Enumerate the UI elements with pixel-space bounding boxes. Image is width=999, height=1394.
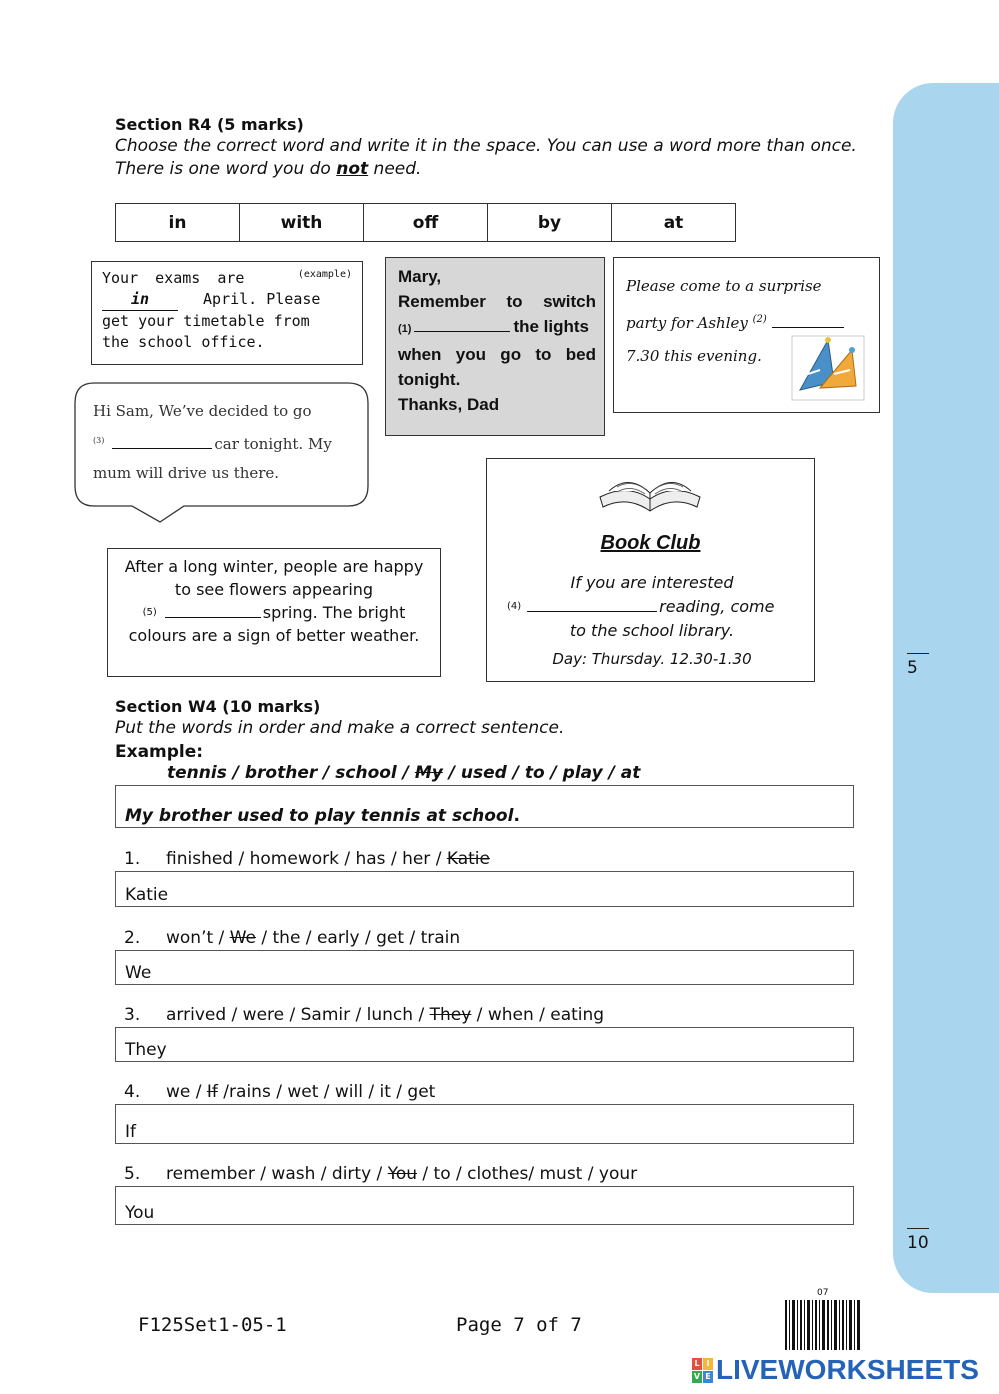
word-bank-item: off (364, 204, 488, 242)
open-book-icon (597, 467, 703, 513)
question-3: 3. arrived / were / Samir / lunch / They / when / eating (124, 1005, 605, 1025)
word-bank-item: in (116, 204, 240, 242)
example-answer-sentence: My brother used to play tennis at school. (125, 806, 520, 826)
liveworksheets-logo-icon: L I V E (692, 1358, 714, 1382)
spring-note: After a long winter, people are happy to see flowers appearing (5) spring. The bright colours are a sign of better weather. (107, 548, 441, 677)
party-note: Please come to a surprise party for Ashley $^{(2)}$ 7.30 this evening. (613, 257, 880, 413)
answer-box-2[interactable] (115, 950, 854, 985)
score-r4: 5 (907, 653, 929, 678)
mary-note: Mary, Remember to switch (1) the lights when you go to bed tonight. Thanks, Dad (385, 257, 605, 436)
answer-blank-1[interactable] (414, 331, 510, 332)
answer-blank-2[interactable] (772, 327, 844, 328)
footer-code: F125Set1-05-1 (138, 1314, 287, 1336)
example-words: tennis / brother / school / My / used / to / play / at (167, 763, 641, 783)
exams-note: Your exams are (example) in April. Please get your timetable from the school office. (91, 261, 363, 365)
margin-sidebar (893, 83, 999, 1293)
question-4: 4. we / If /rains / wet / will / it / get (124, 1082, 436, 1102)
sam-note: Hi Sam, We’ve decided to go $^{(3)}$ car tonight. My mum will drive us there. (93, 402, 332, 482)
example-label: Example: (115, 742, 204, 762)
answer-start-4: If (125, 1122, 136, 1142)
answer-box-1[interactable] (115, 871, 854, 907)
section-w4-title: Section W4 (10 marks) (115, 697, 321, 716)
book-club-title: Book Club (600, 532, 701, 554)
question-1: 1. finished / homework / has / her / Katie (124, 849, 490, 869)
answer-start-5: You (125, 1203, 155, 1223)
book-club-note (486, 458, 815, 682)
answer-box-3[interactable] (115, 1027, 854, 1062)
section-w4-instruction: Put the words in order and make a correct sentence. (115, 718, 565, 738)
answer-box-5[interactable] (115, 1186, 854, 1225)
word-bank-item: with (240, 204, 364, 242)
barcode-number: 07 (817, 1288, 829, 1298)
answer-blank-5[interactable] (165, 617, 261, 618)
party-hats-icon (790, 330, 868, 404)
section-r4-title: Section R4 (5 marks) (115, 115, 304, 134)
score-w4: 10 (907, 1228, 929, 1253)
answer-box-4[interactable] (115, 1104, 854, 1144)
word-bank-item: by (488, 204, 612, 242)
example-answer: in (102, 289, 178, 311)
section-r4-instruction-1: Choose the correct word and write it in the space. You can use a word more than once. (115, 136, 857, 156)
question-2: 2. won’t / We / the / early / get / train (124, 928, 461, 948)
answer-blank-3[interactable] (112, 448, 212, 449)
barcode-icon (785, 1300, 861, 1350)
answer-start-2: We (125, 963, 152, 983)
section-r4-instruction-2: There is one word you do not need. (115, 159, 422, 179)
book-club-body: If you are interested (4) reading, come to the school library. Day: Thursday. 12.30-1.30 (507, 573, 775, 668)
question-5: 5. remember / wash / dirty / You / to / clothes/ must / your (124, 1164, 638, 1184)
emphasis-not: not (336, 159, 369, 179)
answer-start-1: Katie (125, 885, 169, 905)
footer-page: Page 7 of 7 (456, 1314, 582, 1336)
answer-blank-4[interactable] (527, 611, 657, 612)
word-bank (115, 203, 736, 242)
word-bank-item: at (612, 204, 736, 242)
answer-start-3: They (125, 1040, 167, 1060)
liveworksheets-brand: L I V E LIVEWORKSHEETS (690, 1356, 992, 1386)
